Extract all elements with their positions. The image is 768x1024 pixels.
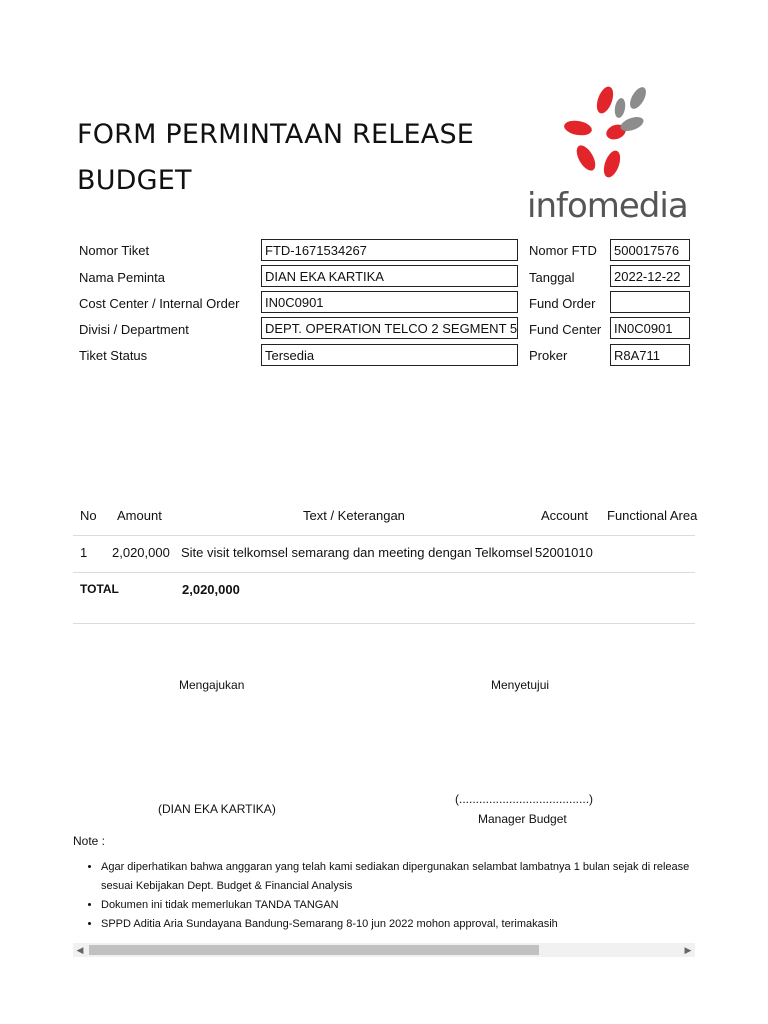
signature-right-role: Manager Budget: [478, 812, 567, 826]
label-proker: Proker: [529, 348, 568, 363]
column-header-amount: Amount: [117, 508, 162, 523]
field-tiket-status: Tersedia: [261, 344, 518, 366]
label-tanggal: Tanggal: [529, 270, 575, 285]
label-cost-center: Cost Center / Internal Order: [79, 296, 240, 311]
cell-no: 1: [80, 545, 88, 560]
note-text: Agar diperhatikan bahwa anggaran yang telah kami sediakan dipergunakan selambat lambatnya 1 bulan sejak di release: [101, 861, 690, 873]
label-fund-center: Fund Center: [529, 322, 602, 337]
field-nomor-tiket: FTD-1671534267: [261, 239, 518, 261]
table-divider: [73, 623, 695, 624]
total-value: 2,020,000: [182, 582, 240, 597]
signature-left-title: Mengajukan: [179, 678, 245, 692]
cell-text: Site visit telkomsel semarang dan meeting dengan Telkomsel: [181, 545, 533, 560]
title-line-1: FORM PERMINTAAN RELEASE: [77, 119, 475, 150]
scroll-right-icon[interactable]: ▶: [684, 945, 692, 955]
cell-amount: 2,020,000: [112, 545, 170, 560]
note-text: sesuai Kebijakan Dept. Budget & Financial Analysis: [101, 880, 353, 892]
field-divisi: DEPT. OPERATION TELCO 2 SEGMENT 5: [261, 317, 518, 339]
label-divisi: Divisi / Department: [79, 322, 189, 337]
field-nomor-ftd: 500017576: [610, 239, 690, 261]
scroll-left-icon[interactable]: ◀: [76, 945, 84, 955]
note-item: • Dokumen ini tidak memerlukan TANDA TANGAN: [101, 896, 701, 915]
horizontal-scrollbar[interactable]: [73, 943, 695, 957]
signature-right-title: Menyetujui: [491, 678, 550, 692]
note-item: [101, 858, 701, 896]
note-label: Note :: [73, 834, 106, 848]
page-title: [77, 112, 497, 204]
scroll-thumb[interactable]: [89, 945, 539, 955]
column-header-account: Account: [541, 508, 588, 523]
label-fund-order: Fund Order: [529, 296, 596, 311]
field-nama-peminta: DIAN EKA KARTIKA: [261, 265, 518, 287]
label-tiket-status: Tiket Status: [79, 348, 148, 363]
label-nomor-ftd: Nomor FTD: [529, 243, 597, 258]
notes-list: [73, 858, 701, 934]
label-nomor-tiket: Nomor Tiket: [79, 243, 150, 258]
total-label: TOTAL: [80, 582, 119, 596]
logo-text: infomedia: [527, 186, 688, 226]
signature-right-name: (.......................................): [455, 792, 594, 806]
field-tanggal: 2022-12-22: [610, 265, 690, 287]
cell-account: 52001010: [535, 545, 593, 560]
note-item: • SPPD Aditia Aria Sundayana Bandung-Semarang 8-10 jun 2022 mohon approval, terimakasih: [101, 915, 701, 934]
column-header-no: No: [80, 508, 97, 523]
table-divider: [73, 535, 695, 536]
column-header-functional-area: Functional Area: [607, 508, 698, 523]
field-proker: R8A711: [610, 344, 690, 366]
field-cost-center: IN0C0901: [261, 291, 518, 313]
field-fund-center: IN0C0901: [610, 317, 690, 339]
label-nama-peminta: Nama Peminta: [79, 270, 165, 285]
column-header-text: Text / Keterangan: [303, 508, 405, 523]
table-divider: [73, 572, 695, 573]
signature-left-name: (DIAN EKA KARTIKA): [158, 802, 276, 816]
title-line-2: BUDGET: [77, 165, 192, 196]
field-fund-order: [610, 291, 690, 313]
